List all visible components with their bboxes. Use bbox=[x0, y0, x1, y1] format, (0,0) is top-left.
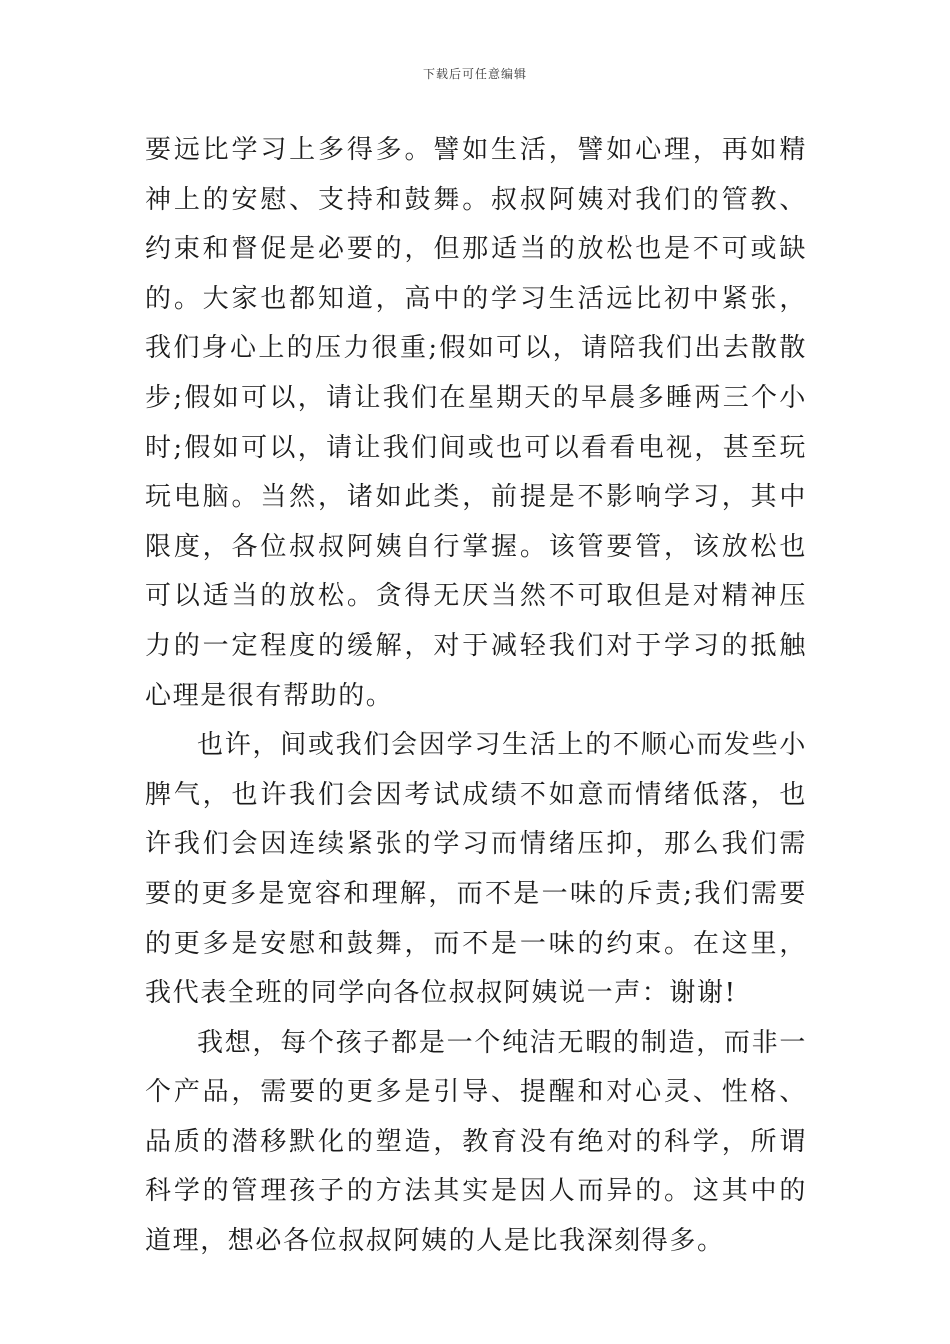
paragraph-1: 要远比学习上多得多。譬如生活，譬如心理，再如精神上的安慰、支持和鼓舞。叔叔阿姨对我们的管教、约束和督促是必要的，但那适当的放松也是不可或缺的。大家也都知道，高中的学习生活远比初中紧张，我们身心上的压力很重;假如可以，请陪我们出去散散步;假如可以，请让我们在星期天的早晨多睡两三个小时;假如可以，请让我们间或也可以看看电视，甚至玩玩电脑。当然，诸如此类，前提是不影响学习，其中限度，各位叔叔阿姨自行掌握。该管要管，该放松也可以适当的放松。贪得无厌当然不可取但是对精神压力的一定程度的缓解，对于减轻我们对于学习的抵触心理是很有帮助的。 bbox=[145, 135, 807, 711]
paragraph-2: 也许，间或我们会因学习生活上的不顺心而发些小脾气，也许我们会因考试成绩不如意而情绪低落，也许我们会因连续紧张的学习而情绪压抑，那么我们需要的更多是宽容和理解，而不是一味的斥责;我们需要的更多是安慰和鼓舞，而不是一味的约束。在这里，我代表全班的同学向各位叔叔阿姨说一声：谢谢! bbox=[145, 730, 807, 1009]
document-body bbox=[145, 126, 807, 1267]
page-header: 下载后可任意编辑 bbox=[422, 67, 527, 81]
paragraph-3: 我想，每个孩子都是一个纯洁无暇的制造，而非一个产品，需要的更多是引导、提醒和对心灵、性格、品质的潜移默化的塑造，教育没有绝对的科学，所谓科学的管理孩子的方法其实是因人而异的。这其中的道理，想必各位叔叔阿姨的人是比我深刻得多。 bbox=[145, 1027, 807, 1257]
